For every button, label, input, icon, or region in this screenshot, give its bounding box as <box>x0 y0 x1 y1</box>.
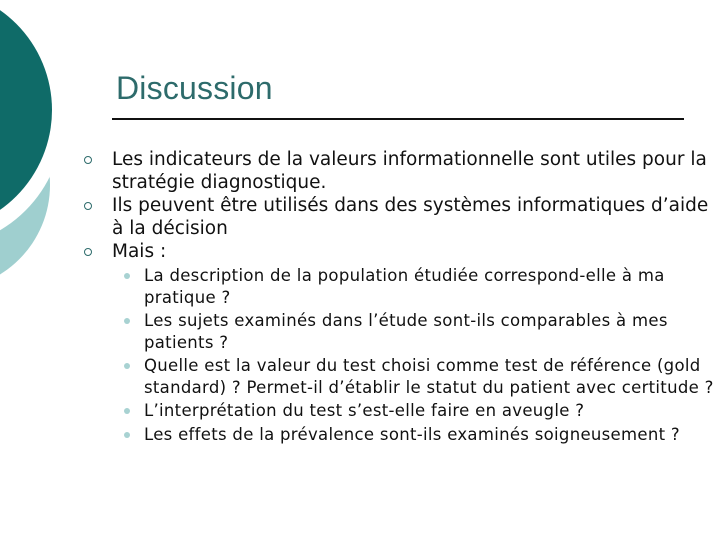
dot-bullet-icon <box>124 363 130 369</box>
sub-bullet-item <box>116 400 714 422</box>
dot-bullet-icon <box>124 318 130 324</box>
bullet-item <box>84 148 714 194</box>
sub-bullet-list <box>116 265 714 445</box>
bullet-list <box>84 148 714 447</box>
dot-bullet-icon <box>124 273 130 279</box>
slide-title: Discussion <box>116 70 273 106</box>
sub-bullet-item <box>116 310 714 353</box>
ring-bullet-icon <box>84 156 92 164</box>
sub-bullet-item <box>116 355 714 398</box>
ring-bullet-icon <box>84 248 92 256</box>
title-underline <box>112 118 684 120</box>
sub-bullet-text: La description de la population étudiée correspond-elle à ma pratique ? <box>144 266 665 307</box>
sub-bullet-text: Les effets de la prévalence sont-ils examinés soigneusement ? <box>144 424 680 444</box>
sub-bullet-item <box>116 265 714 308</box>
bullet-item <box>84 240 714 445</box>
sub-bullet-item <box>116 424 714 446</box>
bullet-item <box>84 194 714 240</box>
dot-bullet-icon <box>124 408 130 414</box>
bullet-text: Les indicateurs de la valeurs informationnelle sont utiles pour la stratégie diagnostique. <box>112 149 707 193</box>
dot-bullet-icon <box>124 432 130 438</box>
sub-bullet-text: Les sujets examinés dans l’étude sont-ils comparables à mes patients ? <box>144 311 668 352</box>
sub-bullet-text: Quelle est la valeur du test choisi comme test de référence (gold standard) ? Permet-il d’établir le statut du patient avec certitude ? <box>144 356 714 397</box>
ring-bullet-icon <box>84 202 92 210</box>
sub-bullet-text: L’interprétation du test s’est-elle faire en aveugle ? <box>144 401 585 420</box>
bullet-text: Ils peuvent être utilisés dans des systèmes informatiques d’aide à la décision <box>112 195 709 239</box>
decorative-circles <box>0 0 90 300</box>
bullet-text: Mais : <box>112 241 167 262</box>
